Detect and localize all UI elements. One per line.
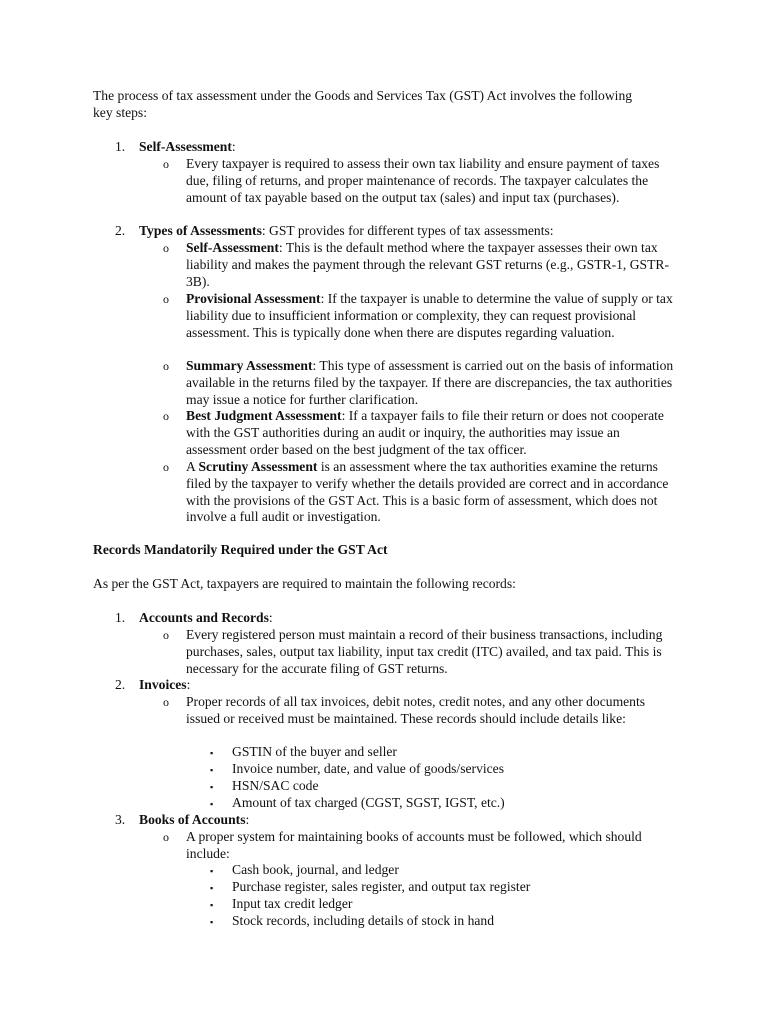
assessment-provisional	[186, 291, 676, 341]
assessment-title: Provisional Assessment	[186, 291, 321, 306]
assessment-title: Summary Assessment	[186, 358, 313, 373]
square-bullet-marker: ▪	[210, 799, 214, 809]
assessment-title: Self-Assessment	[186, 240, 279, 255]
bullet-marker: o	[163, 359, 169, 373]
bullet-marker: o	[163, 292, 169, 306]
list-item: Amount of tax charged (CGST, SGST, IGST, etc.)	[232, 795, 505, 810]
bullet-marker: o	[163, 157, 169, 171]
assessment-summary	[186, 358, 676, 408]
bullet-marker: o	[163, 628, 169, 642]
step-description: : GST provides for different types of tax assessments:	[261, 223, 554, 238]
assessment-self	[186, 240, 676, 290]
separator: :	[245, 812, 250, 827]
record-title: Books of Accounts	[139, 812, 246, 827]
list-number: 2.	[115, 223, 126, 238]
records-intro: As per the GST Act, taxpayers are required to maintain the following records:	[93, 576, 516, 591]
square-bullet-marker: ▪	[210, 748, 214, 758]
square-bullet-marker: ▪	[210, 883, 214, 893]
assessment-text: is an assessment where the tax authorities examine the returns filed by the taxpayer to verify whether the details provided are correct and in accordance with the provisions of the GST Act. This is a basic form of assessment, which does not involve a full audit or investigation.	[186, 459, 669, 525]
step1-description: Every taxpayer is required to assess their own tax liability and ensure payment of taxes due, filing of returns, and proper maintenance of records. The taxpayer calculates the amount of tax payable based on the output tax (sales) and input tax (purchases).	[186, 156, 660, 205]
square-bullet-marker: ▪	[210, 782, 214, 792]
bullet-marker: o	[163, 830, 169, 844]
list-item-heading	[139, 812, 249, 829]
separator: :	[186, 677, 191, 692]
list-item: Cash book, journal, and ledger	[232, 862, 399, 877]
assessment-scrutiny	[186, 459, 676, 526]
list-number: 1.	[115, 610, 126, 625]
record-title: Accounts and Records	[139, 610, 269, 625]
bullet-marker: o	[163, 241, 169, 255]
list-item-heading	[139, 677, 190, 694]
separator: :	[231, 139, 236, 154]
square-bullet-marker: ▪	[210, 917, 214, 927]
assessment-text: : If a taxpayer fails to file their return or does not cooperate with the GST authorities during an audit or inquiry, the authorities may issue an assessment order based on the best judgment of the tax officer.	[186, 408, 664, 457]
assessment-text: : If the taxpayer is unable to determine the value of supply or tax liability due to insufficient information or complexity, they can request provisional assessment. This is typically done when there are disputes regarding valuation.	[186, 291, 673, 340]
records-heading: Records Mandatorily Required under the GST Act	[93, 542, 388, 557]
list-item: Stock records, including details of stock in hand	[232, 913, 495, 928]
rec1-description: Every registered person must maintain a record of their business transactions, including purchases, sales, output tax liability, input tax credit (ITC) availed, and tax paid. This is necessary for the accurate filing of GST returns.	[186, 627, 663, 676]
rec3-description: A proper system for maintaining books of accounts must be followed, which should include:	[186, 829, 642, 861]
assessment-prefix: A	[186, 459, 199, 474]
list-number: 2.	[115, 677, 126, 692]
list-item: GSTIN of the buyer and seller	[232, 744, 397, 759]
list-item-heading	[139, 139, 236, 156]
separator: :	[268, 610, 273, 625]
step-title: Types of Assessments	[139, 223, 262, 238]
bullet-marker: o	[163, 695, 169, 709]
section-heading	[93, 542, 653, 559]
square-bullet-marker: ▪	[210, 765, 214, 775]
list-number: 1.	[115, 139, 126, 154]
bullet-marker: o	[163, 460, 169, 474]
rec2-description: Proper records of all tax invoices, debit notes, credit notes, and any other documents issued or received must be maintained. These records should include details like:	[186, 694, 646, 726]
assessment-title: Scrutiny Assessment	[198, 459, 318, 474]
list-item-heading	[139, 223, 554, 240]
list-item: Input tax credit ledger	[232, 896, 353, 911]
list-number: 3.	[115, 812, 126, 827]
list-item: Invoice number, date, and value of goods/services	[232, 761, 504, 776]
bullet-marker: o	[163, 409, 169, 423]
square-bullet-marker: ▪	[210, 900, 214, 910]
list-item: Purchase register, sales register, and output tax register	[232, 879, 531, 894]
assessment-text: : This is the default method where the taxpayer assesses their own tax liability and makes the payment through the relevant GST returns (e.g., GSTR-1, GSTR-3B).	[186, 240, 669, 289]
list-item: HSN/SAC code	[232, 778, 319, 793]
record-title: Invoices	[139, 677, 187, 692]
assessment-best-judgment	[186, 408, 676, 458]
step-title: Self-Assessment	[139, 139, 232, 154]
assessment-title: Best Judgment Assessment	[186, 408, 342, 423]
list-item-heading	[139, 610, 273, 627]
assessment-text: : This type of assessment is carried out on the basis of information available in the returns filed by the taxpayer. If there are discrepancies, the tax authorities may issue a notice for further clarification.	[186, 358, 674, 407]
square-bullet-marker: ▪	[210, 866, 214, 876]
intro-paragraph: The process of tax assessment under the Goods and Services Tax (GST) Act involves the following key steps:	[93, 88, 633, 120]
